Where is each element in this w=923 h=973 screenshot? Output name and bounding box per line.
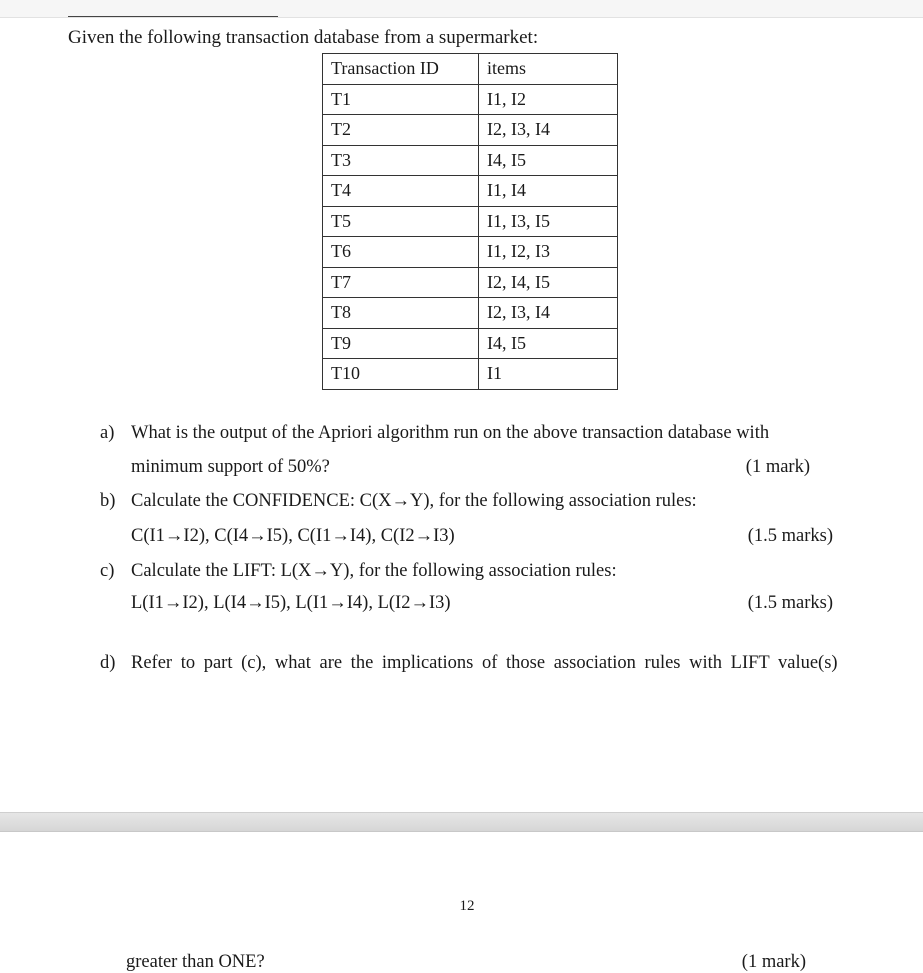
transaction-id-cell: T8 bbox=[323, 298, 479, 329]
transaction-id-cell: T10 bbox=[323, 359, 479, 390]
transaction-id-cell: T3 bbox=[323, 145, 479, 176]
table-row bbox=[323, 206, 618, 237]
table-row bbox=[323, 267, 618, 298]
question-b-rules: C(I1→I2), C(I4→I5), C(I1→I4), C(I2→I3) bbox=[131, 526, 455, 546]
question-c-rules: L(I1→I2), L(I4→I5), L(I1→I4), L(I2→I3) bbox=[131, 593, 451, 613]
items-cell: I2, I3, I4 bbox=[479, 115, 618, 146]
horizontal-rule bbox=[68, 16, 278, 17]
transaction-id-cell: T9 bbox=[323, 328, 479, 359]
question-a-text-line2: minimum support of 50%? bbox=[131, 457, 330, 477]
transaction-id-cell: T5 bbox=[323, 206, 479, 237]
transaction-table bbox=[322, 53, 618, 390]
items-cell: I1, I2, I3 bbox=[479, 237, 618, 268]
table-row bbox=[323, 115, 618, 146]
items-cell: I4, I5 bbox=[479, 328, 618, 359]
question-d-text-line1: Refer to part (c), what are the implications of those association rules with LIFT value(s) bbox=[131, 653, 838, 673]
items-cell: I2, I3, I4 bbox=[479, 298, 618, 329]
intro-text: Given the following transaction database from a supermarket: bbox=[68, 27, 539, 48]
question-d-label: d) bbox=[100, 653, 116, 673]
table-row bbox=[323, 176, 618, 207]
header-items: items bbox=[479, 54, 618, 85]
page-number: 12 bbox=[459, 898, 475, 914]
page-break-separator bbox=[0, 812, 923, 832]
question-b-label: b) bbox=[100, 491, 116, 511]
items-cell: I1 bbox=[479, 359, 618, 390]
question-b-text-line1: Calculate the CONFIDENCE: C(X→Y), for the following association rules: bbox=[131, 491, 697, 511]
table-row bbox=[323, 298, 618, 329]
items-cell: I4, I5 bbox=[479, 145, 618, 176]
question-a-label: a) bbox=[100, 423, 115, 443]
question-d-marks: (1 mark) bbox=[741, 952, 806, 972]
question-c-text-line1: Calculate the LIFT: L(X→Y), for the following association rules: bbox=[131, 561, 617, 581]
items-cell: I2, I4, I5 bbox=[479, 267, 618, 298]
transaction-id-cell: T6 bbox=[323, 237, 479, 268]
transaction-id-cell: T4 bbox=[323, 176, 479, 207]
header-transaction-id: Transaction ID bbox=[323, 54, 479, 85]
transaction-id-cell: T7 bbox=[323, 267, 479, 298]
transaction-id-cell: T1 bbox=[323, 84, 479, 115]
table-row bbox=[323, 84, 618, 115]
question-a-text-line1: What is the output of the Apriori algorithm run on the above transaction database with bbox=[131, 423, 770, 443]
question-a-marks: (1 mark) bbox=[745, 457, 810, 477]
table-row bbox=[323, 359, 618, 390]
question-b-marks: (1.5 marks) bbox=[747, 526, 833, 546]
items-cell: I1, I2 bbox=[479, 84, 618, 115]
table-header-row bbox=[323, 54, 618, 85]
question-d-text-line2: greater than ONE? bbox=[126, 952, 265, 972]
items-cell: I1, I4 bbox=[479, 176, 618, 207]
table-row bbox=[323, 328, 618, 359]
table-row bbox=[323, 145, 618, 176]
transaction-id-cell: T2 bbox=[323, 115, 479, 146]
question-c-marks: (1.5 marks) bbox=[747, 593, 833, 613]
question-c-label: c) bbox=[100, 561, 115, 581]
table-row bbox=[323, 237, 618, 268]
items-cell: I1, I3, I5 bbox=[479, 206, 618, 237]
